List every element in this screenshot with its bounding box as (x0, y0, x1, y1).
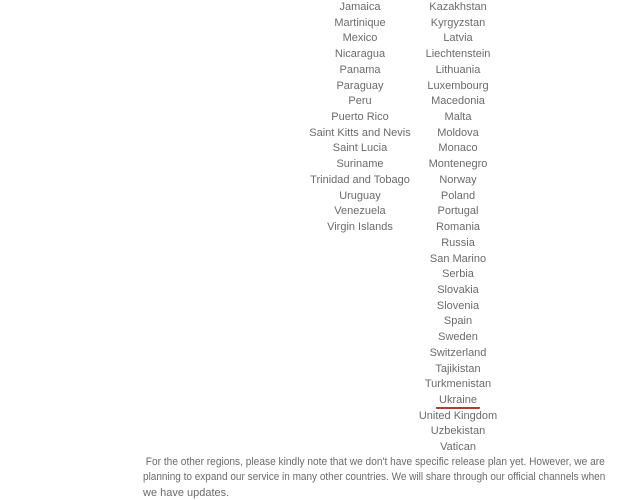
country-item (368, 204, 548, 220)
country-item (368, 31, 548, 47)
country-label-highlighted: Ukraine (436, 394, 480, 409)
country-label: Malta (444, 111, 472, 124)
country-label: Moldova (437, 126, 479, 139)
country-item (368, 79, 548, 95)
country-item (368, 110, 548, 126)
country-item (368, 267, 548, 283)
country-label: Liechtenstein (425, 48, 491, 61)
country-item (368, 220, 548, 236)
country-label: Montenegro (428, 158, 488, 171)
country-item (368, 409, 548, 425)
country-item (368, 252, 548, 268)
country-item (368, 346, 548, 362)
country-item (368, 362, 548, 378)
country-label: Portugal (437, 205, 479, 218)
country-item (368, 314, 548, 330)
country-item (368, 424, 548, 440)
country-label: Uzbekistan (430, 425, 486, 438)
country-label: Nicaragua (334, 48, 386, 61)
country-label: Serbia (442, 268, 474, 281)
country-label: Vatican (440, 441, 476, 454)
footer-paragraph-line-3: we have updates. (143, 486, 230, 499)
country-item (368, 63, 548, 79)
country-label: Suriname (336, 158, 384, 171)
country-label: Norway (439, 173, 477, 186)
country-label: Uruguay (339, 189, 381, 202)
country-label: Kazakhstan (429, 1, 487, 13)
country-label: Poland (440, 189, 476, 202)
country-item (368, 16, 548, 32)
country-item (368, 283, 548, 299)
country-item (368, 377, 548, 393)
country-item (368, 189, 548, 205)
country-item (368, 236, 548, 252)
country-label: Turkmenistan (424, 378, 492, 391)
country-label: Trinidad and Tobago (310, 173, 410, 186)
country-label: Monaco (438, 142, 478, 155)
country-label: Tajikistan (435, 362, 481, 375)
country-label: Russia (441, 236, 475, 249)
country-label: Lithuania (435, 63, 481, 76)
country-label: United Kingdom (418, 409, 498, 422)
country-label: Macedonia (431, 95, 485, 108)
country-label: Virgin Islands (327, 221, 393, 234)
footer-paragraph (143, 455, 605, 500)
country-label: Jamaica (339, 1, 381, 13)
footer-paragraph-line-2: planning to expand our service in many other countries. We will share through our official channels when (143, 471, 606, 484)
country-label: Peru (348, 95, 372, 108)
country-label: Sweden (438, 331, 478, 344)
country-item (368, 157, 548, 173)
country-item (368, 299, 548, 315)
country-label: Saint Kitts and Nevis (309, 126, 411, 139)
country-item (368, 0, 548, 16)
country-label: Venezuela (334, 205, 386, 218)
country-label: Slovakia (437, 283, 479, 296)
country-label: Switzerland (429, 346, 487, 359)
country-label: Panama (339, 63, 381, 76)
country-item (368, 141, 548, 157)
country-item (368, 47, 548, 63)
country-label: Puerto Rico (331, 111, 389, 124)
country-label: San Marino (429, 252, 487, 265)
country-item (368, 126, 548, 142)
country-item (368, 94, 548, 110)
country-label: Luxembourg (427, 79, 489, 92)
country-label: Martinique (334, 16, 386, 29)
country-item (368, 393, 548, 409)
country-item (368, 440, 548, 456)
country-item (368, 330, 548, 346)
country-label: Mexico (342, 32, 378, 45)
country-list-right-column (368, 0, 548, 456)
country-label: Latvia (443, 32, 473, 45)
country-label: Saint Lucia (332, 142, 388, 155)
country-label: Slovenia (436, 299, 480, 312)
country-label: Romania (435, 221, 481, 234)
country-label: Kyrgyzstan (430, 16, 486, 29)
country-label: Spain (443, 315, 473, 328)
footer-paragraph-line-1: For the other regions, please kindly note that we don't have specific release plan yet. However, we are (145, 456, 605, 468)
country-item (368, 173, 548, 189)
country-label: Paraguay (336, 79, 384, 92)
